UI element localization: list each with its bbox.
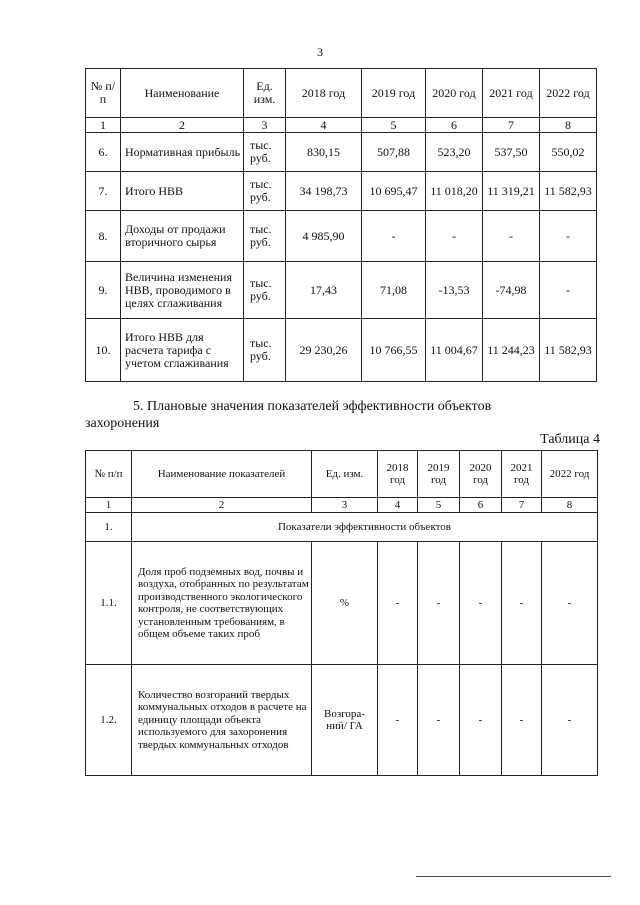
row-number: 1.1. <box>86 542 132 665</box>
value-2022: 11 582,93 <box>540 319 597 382</box>
table-4-header-cell: Ед. изм. <box>312 451 378 498</box>
value-2019: - <box>418 665 460 776</box>
value-2019: - <box>418 542 460 665</box>
table-row <box>86 542 598 665</box>
table-row <box>86 133 597 172</box>
value-2021: - <box>502 665 542 776</box>
value-2021: 11 319,21 <box>483 172 540 211</box>
value-2019: 71,08 <box>362 262 426 319</box>
row-name: Количество возгораний твердых коммунальных отходов в расчете на единицу площади объекта используемого для захоронения твердых коммунальных отходов <box>132 665 312 776</box>
row-number: 7. <box>86 172 121 211</box>
value-2018: 34 198,73 <box>286 172 362 211</box>
row-name: Доходы от продажи вторичного сырья <box>121 211 244 262</box>
table-3-index-row <box>86 118 597 133</box>
table-4-header-cell: 2022 год <box>542 451 598 498</box>
table-4-index-cell: 8 <box>542 498 598 513</box>
row-name: Нормативная прибыль <box>121 133 244 172</box>
table-4-header-cell: 2019 год <box>418 451 460 498</box>
value-2021: 11 244,23 <box>483 319 540 382</box>
table-3-index-cell: 6 <box>426 118 483 133</box>
row-unit: тыс. руб. <box>244 133 286 172</box>
table-3-index-cell: 5 <box>362 118 426 133</box>
value-2020: - <box>460 542 502 665</box>
value-2020: 11 004,67 <box>426 319 483 382</box>
table-3-index-cell: 8 <box>540 118 597 133</box>
table-3-index-cell: 1 <box>86 118 121 133</box>
table-3-header-cell: 2021 год <box>483 69 540 118</box>
value-2022: 11 582,93 <box>540 172 597 211</box>
row-number: 1.2. <box>86 665 132 776</box>
table-row <box>86 172 597 211</box>
table-3-header-cell: 2019 год <box>362 69 426 118</box>
row-name: Величина изменения НВВ, проводимого в целях сглаживания <box>121 262 244 319</box>
value-2019: - <box>362 211 426 262</box>
value-2021: - <box>483 211 540 262</box>
table-3 <box>85 68 597 382</box>
section-number: 1. <box>86 513 132 542</box>
value-2019: 10 695,47 <box>362 172 426 211</box>
table-4-section-row <box>86 513 598 542</box>
table-row <box>86 319 597 382</box>
value-2018: - <box>378 665 418 776</box>
row-unit: % <box>312 542 378 665</box>
table-4-header-cell: 2018 год <box>378 451 418 498</box>
value-2020: - <box>426 211 483 262</box>
table-4-index-cell: 5 <box>418 498 460 513</box>
value-2021: - <box>502 542 542 665</box>
row-number: 10. <box>86 319 121 382</box>
row-unit: тыс. руб. <box>244 262 286 319</box>
section-title-line-2: захоронения <box>85 416 160 431</box>
table-3-header-cell: 2020 год <box>426 69 483 118</box>
footer-divider <box>416 876 611 877</box>
row-unit: тыс. руб. <box>244 211 286 262</box>
table-4-header-cell: 2020 год <box>460 451 502 498</box>
row-unit: тыс. руб. <box>244 172 286 211</box>
value-2020: 11 018,20 <box>426 172 483 211</box>
value-2021: 537,50 <box>483 133 540 172</box>
table-3-header-cell: 2022 год <box>540 69 597 118</box>
table-3-header-cell: Наименование <box>121 69 244 118</box>
value-2022: - <box>542 665 598 776</box>
table-4-index-row <box>86 498 598 513</box>
table-caption: Таблица 4 <box>540 432 600 447</box>
table-4-index-cell: 2 <box>132 498 312 513</box>
value-2019: 10 766,55 <box>362 319 426 382</box>
table-3-index-cell: 7 <box>483 118 540 133</box>
row-name: Итого НВВ <box>121 172 244 211</box>
table-3-index-cell: 2 <box>121 118 244 133</box>
table-4-index-cell: 4 <box>378 498 418 513</box>
table-3-header-cell: 2018 год <box>286 69 362 118</box>
table-row <box>86 211 597 262</box>
row-number: 6. <box>86 133 121 172</box>
table-3-header-cell: Ед. изм. <box>244 69 286 118</box>
table-4-header-cell: № п/п <box>86 451 132 498</box>
row-name: Доля проб подземных вод, почвы и воздуха, отобранных по результатам производственного экологического контроля, не соответствующих установленным требованиям, в общем объеме таких проб <box>132 542 312 665</box>
section-title-line-1: 5. Плановые значения показателей эффективности объектов <box>133 399 492 414</box>
table-row <box>86 262 597 319</box>
table-4-index-cell: 6 <box>460 498 502 513</box>
table-3-index-cell: 4 <box>286 118 362 133</box>
table-3-header-row <box>86 69 597 118</box>
section-heading: Показатели эффективности объектов <box>132 513 598 542</box>
value-2022: - <box>542 542 598 665</box>
value-2021: -74,98 <box>483 262 540 319</box>
row-unit: тыс. руб. <box>244 319 286 382</box>
row-name: Итого НВВ для расчета тарифа с учетом сглаживания <box>121 319 244 382</box>
value-2020: - <box>460 665 502 776</box>
table-3-header-cell: № п/п <box>86 69 121 118</box>
row-unit: Возгора-ний/ ГА <box>312 665 378 776</box>
value-2018: - <box>378 542 418 665</box>
table-3-index-cell: 3 <box>244 118 286 133</box>
value-2020: -13,53 <box>426 262 483 319</box>
value-2022: 550,02 <box>540 133 597 172</box>
table-4-index-cell: 1 <box>86 498 132 513</box>
table-4-header-cell: Наименование показателей <box>132 451 312 498</box>
table-4 <box>85 450 598 776</box>
value-2018: 29 230,26 <box>286 319 362 382</box>
row-number: 9. <box>86 262 121 319</box>
page-number: 3 <box>317 45 323 59</box>
value-2018: 830,15 <box>286 133 362 172</box>
value-2022: - <box>540 211 597 262</box>
value-2018: 17,43 <box>286 262 362 319</box>
table-4-header-row <box>86 451 598 498</box>
value-2020: 523,20 <box>426 133 483 172</box>
table-row <box>86 665 598 776</box>
value-2018: 4 985,90 <box>286 211 362 262</box>
value-2022: - <box>540 262 597 319</box>
table-4-index-cell: 7 <box>502 498 542 513</box>
section-title <box>85 398 595 432</box>
table-4-index-cell: 3 <box>312 498 378 513</box>
row-number: 8. <box>86 211 121 262</box>
value-2019: 507,88 <box>362 133 426 172</box>
table-4-header-cell: 2021 год <box>502 451 542 498</box>
